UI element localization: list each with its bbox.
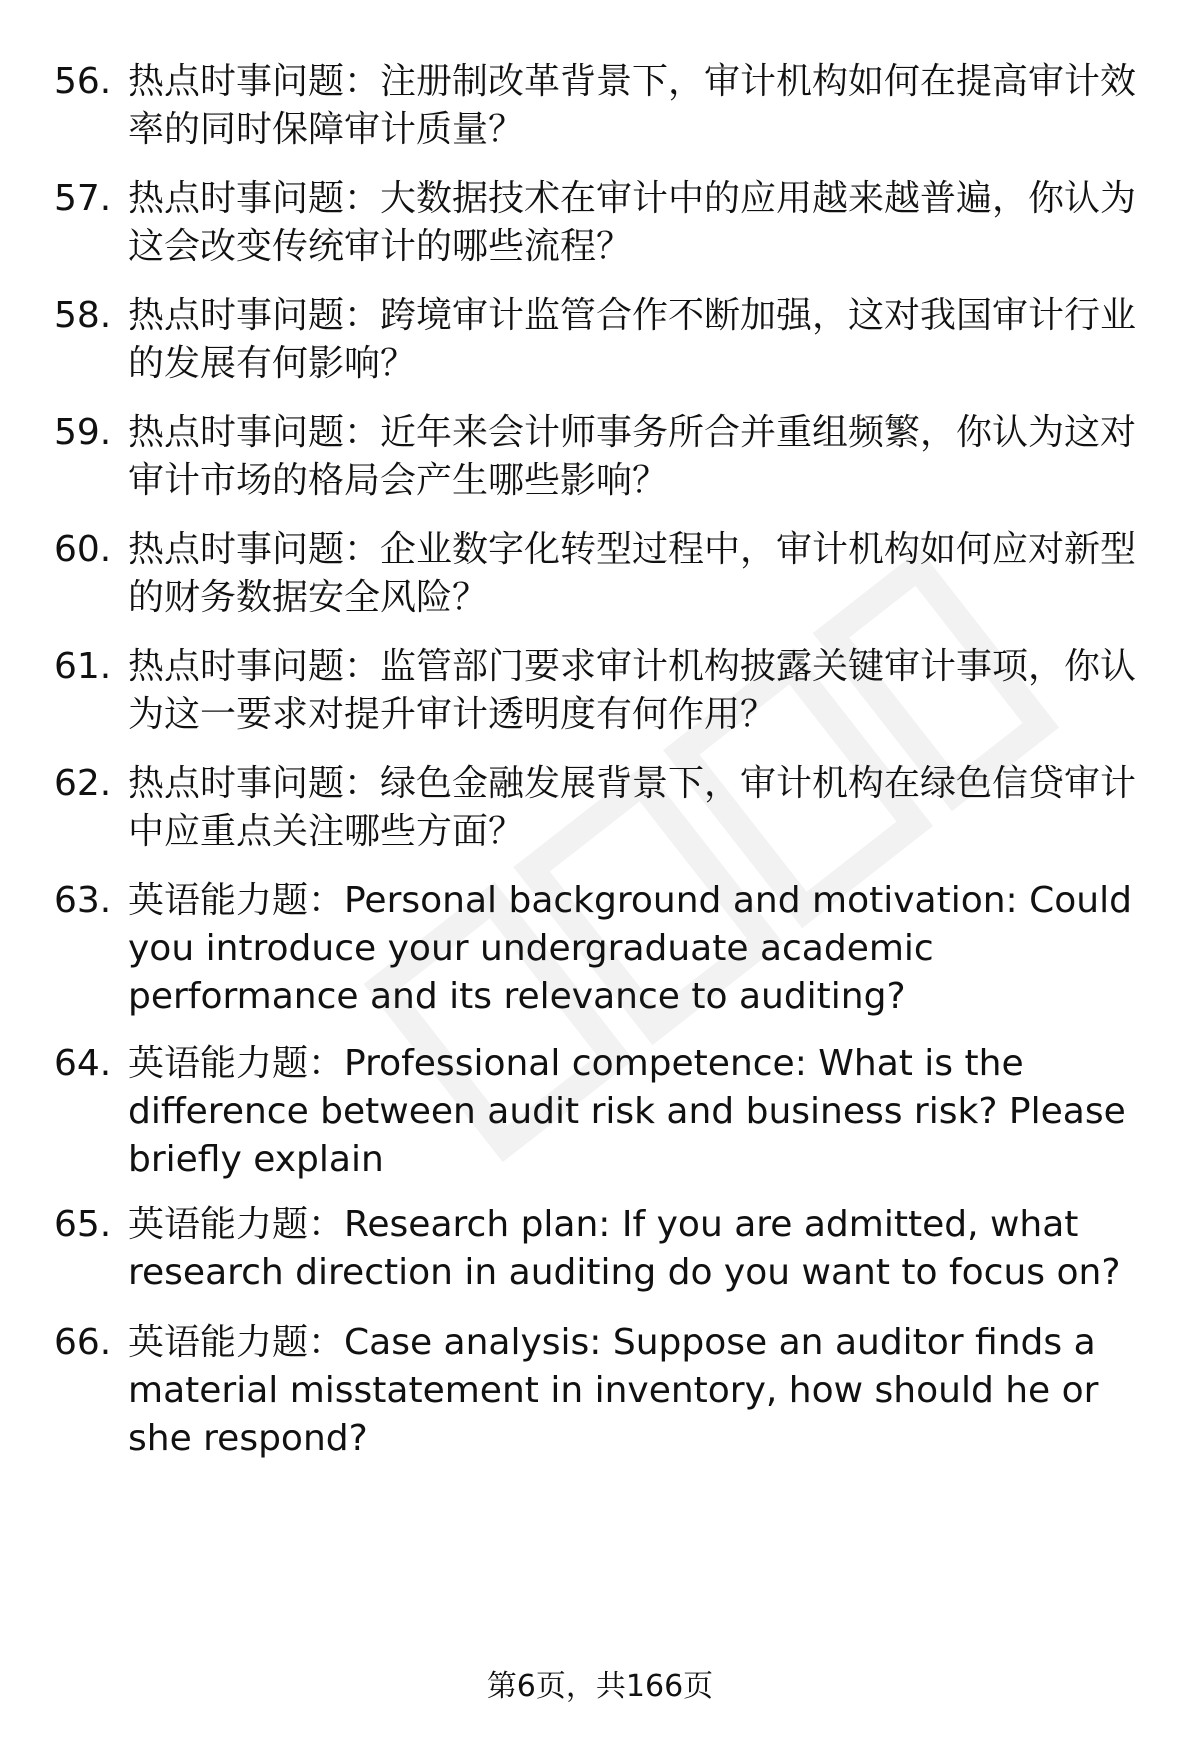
question-text: 英语能力题：Professional competence: What is the difference between audit risk and business risk? Please briefly explain bbox=[128, 1043, 1126, 1180]
question-number: 59. bbox=[54, 412, 112, 453]
question-text: 英语能力题：Research plan: If you are admitted, what research direction in auditing do you want to focus on? bbox=[128, 1204, 1121, 1293]
question-number: 61. bbox=[54, 646, 112, 687]
question-text: 英语能力题：Personal background and motivation: Could you introduce your undergraduate academic performance and its relevance to auditing? bbox=[128, 880, 1132, 1017]
question-number: 58. bbox=[54, 295, 112, 336]
question-text: 热点时事问题：近年来会计师事务所合并重组频繁，你认为这对审计市场的格局会产生哪些影响？ bbox=[128, 412, 1137, 501]
question-number: 64. bbox=[54, 1043, 112, 1084]
question-text: 热点时事问题：企业数字化转型过程中，审计机构如何应对新型的财务数据安全风险？ bbox=[128, 529, 1137, 618]
page-footer: 第6页，共166页 bbox=[486, 1669, 714, 1704]
question-number: 56. bbox=[54, 61, 112, 102]
question-number: 57. bbox=[54, 178, 112, 219]
question-text: 热点时事问题：绿色金融发展背景下，审计机构在绿色信贷审计中应重点关注哪些方面？ bbox=[128, 763, 1137, 852]
question-number: 65. bbox=[54, 1204, 112, 1245]
question-text: 热点时事问题：跨境审计监管合作不断加强，这对我国审计行业的发展有何影响？ bbox=[128, 295, 1137, 384]
question-number: 62. bbox=[54, 763, 112, 804]
question-text: 热点时事问题：注册制改革背景下，审计机构如何在提高审计效率的同时保障审计质量？ bbox=[128, 61, 1137, 150]
question-number: 66. bbox=[54, 1322, 112, 1363]
question-text: 热点时事问题：监管部门要求审计机构披露关键审计事项，你认为这一要求对提升审计透明度有何作用？ bbox=[128, 646, 1137, 735]
question-text: 英语能力题：Case analysis: Suppose an auditor finds a material misstatement in inventory, how should he or she respond? bbox=[128, 1322, 1099, 1459]
question-text: 热点时事问题：大数据技术在审计中的应用越来越普遍，你认为这会改变传统审计的哪些流程？ bbox=[128, 178, 1137, 267]
question-number: 60. bbox=[54, 529, 112, 570]
question-number: 63. bbox=[54, 880, 112, 921]
